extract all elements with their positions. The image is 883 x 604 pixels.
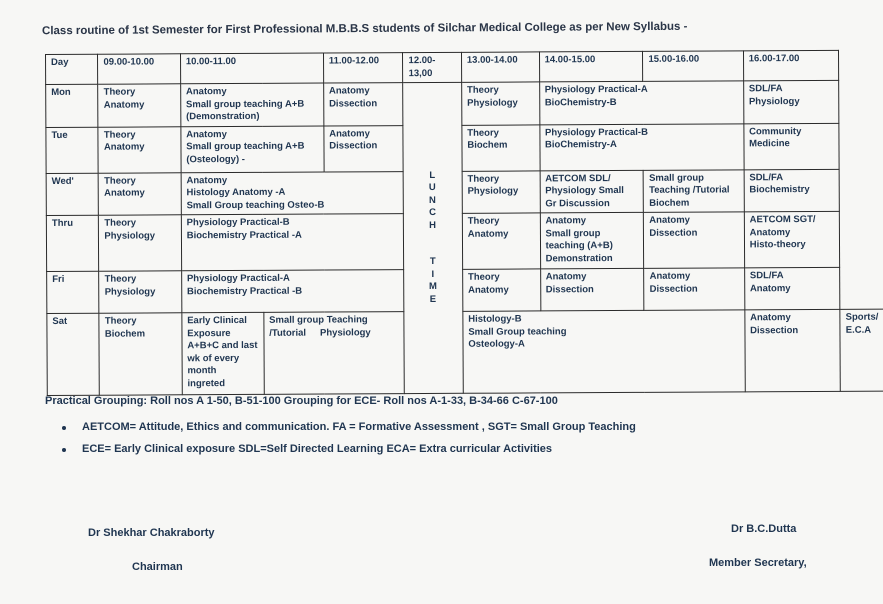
cell-thu-1500: Anatomy Dissection [644,212,745,269]
cell-wed-1600: SDL/FA Biochemistry [744,169,840,212]
cell-mon-1100: Anatomy Dissection [323,83,403,126]
day-cell: Wed' [46,173,99,216]
chairman-title: Chairman [132,561,183,573]
cell-fri-1400: Anatomy Dissection [540,268,644,311]
cell-mon-1000: Anatomy Small group teaching A+B (Demonstration) [180,83,323,126]
header-day: Day [46,54,99,84]
day-cell: Mon [46,84,99,127]
cell-fri-1500: Anatomy Dissection [644,268,744,311]
header-slot-1500: 15.00-16.00 [643,51,743,82]
day-cell: Thru [46,215,99,271]
cell-thu-1300: Theory Anatomy [462,213,540,269]
cell-tue-1100: Anatomy Dissection [324,125,404,171]
member-secretary-title: Member Secretary, [709,557,807,569]
cell-sat-1300: Histology-B Small Group teaching Osteology-A [463,310,745,393]
table-row-fri [47,267,883,313]
header-slot-1300: 13.00-14.00 [461,52,539,82]
header-slot-1400: 14.00-15.00 [539,51,643,82]
cell-mon-1600: SDL/FA Physiology [743,80,839,123]
document-title: Class routine of 1st Semester for First Professional M.B.B.S students of Silchar Medical College as per New Syllabus - [41,20,688,38]
cell-sat-1000: Early Clinical Exposure A+B+C and last wk of every month ingreted [182,312,264,394]
day-cell: Sat [47,313,100,395]
cell-fri-0900: Theory Physiology [99,271,182,313]
header-slot-0900: 09.00-10.00 [98,54,180,84]
cell-sat-1030: Small group Teaching /Tutorial Physiology [264,312,405,395]
member-secretary-name: Dr B.C.Dutta [731,523,797,535]
cell-sat-0900: Theory Biochem [99,313,182,395]
cell-tue-1600: Community Medicine [744,123,840,169]
legend-item: ECE= Early Clinical exposure SDL=Self Directed Learning ECA= Extra curricular Activities [58,443,636,465]
cell-wed-1500: Small group Teaching /Tutorial Biochem [644,169,745,212]
cell-fri-1600: SDL/FA Anatomy [744,267,840,309]
lunch-time-cell: L U N C H T I M E [403,82,463,393]
header-slot-1600: 16.00-17.00 [743,50,839,81]
cell-sat-1500: Anatomy Dissection [745,309,841,391]
legend-item: AETCOM= Attitude, Ethics and communication. FA = Formative Assessment , SGT= Small Group Teaching [58,421,636,443]
table-row-wed [46,169,883,216]
practical-grouping-note: Practical Grouping: Roll nos A 1-50, B-51-100 Grouping for ECE- Roll nos A-1-33, B-34-66 C-67-100 [45,395,558,407]
day-cell: Tue [46,127,99,173]
table-row-thu [46,211,883,271]
cell-tue-1000: Anatomy Small group teaching A+B (Osteology) - [181,126,324,173]
header-slot-1200: 12.00- 13,00 [403,52,462,82]
routine-table [45,50,883,396]
cell-mon-1400: Physiology Practical-A BioChemistry-B [539,81,743,125]
cell-mon-0900: Theory Anatomy [98,84,181,127]
cell-thu-1400: Anatomy Small group teaching (A+B) Demonstration [540,212,644,269]
header-slot-1100: 11.00-12.00 [323,53,403,83]
abbreviation-legend [58,421,636,465]
cell-tue-0900: Theory Anatomy [98,126,181,172]
cell-wed-1400: AETCOM SDL/ Physiology Small Gr Discussion [540,170,644,213]
table-row-sat [47,309,883,395]
table-row-tue [46,123,883,173]
table-row-mon [46,80,883,127]
cell-fri-1300: Theory Anatomy [462,269,540,311]
cell-thu-1000: Physiology Practical-B Biochemistry Practical -A [181,214,404,271]
cell-tue-1300: Theory Biochem [462,124,540,170]
cell-thu-0900: Theory Physiology [99,215,182,271]
header-slot-1000: 10.00-11.00 [180,53,323,84]
cell-tue-1400: Physiology Practical-B BioChemistry-A [539,123,743,170]
cell-mon-1300: Theory Physiology [461,82,539,125]
chairman-name: Dr Shekhar Chakraborty [88,527,215,539]
header-row [46,50,883,84]
day-cell: Fri [47,271,100,313]
cell-thu-1600: AETCOM SGT/ Anatomy Histo-theory [744,211,840,267]
cell-sat-1600: Sports/ E.C.A [840,309,883,391]
cell-fri-1000: Physiology Practical-A Biochemistry Practical -B [181,270,404,313]
cell-wed-0900: Theory Anatomy [99,172,182,215]
cell-wed-1300: Theory Physiology [462,170,540,213]
cell-wed-1000: Anatomy Histology Anatomy -A Small Group teaching Osteo-B [181,171,404,215]
